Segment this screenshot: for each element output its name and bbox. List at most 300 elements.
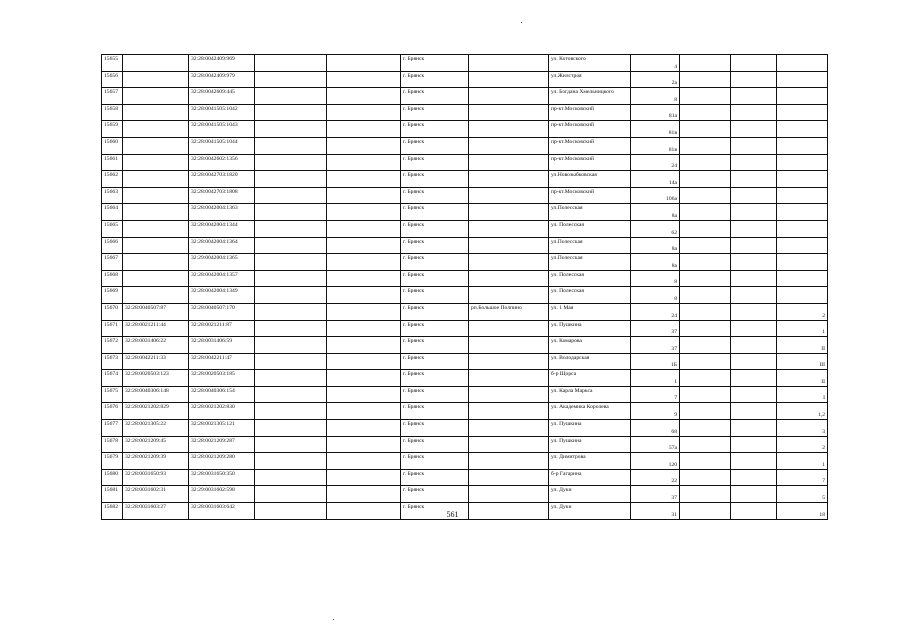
table-row xyxy=(102,303,828,320)
table-row xyxy=(102,88,828,105)
cell-house-number: 24 xyxy=(631,154,680,171)
cell-col-10 xyxy=(680,204,731,221)
cell-street: ул. Димитрова xyxy=(549,453,631,470)
cell-parent-cadastral-number: 32:28:0021211:44 xyxy=(123,320,189,337)
cell-street: пр-кт.Московский xyxy=(549,137,631,154)
cell-city: г. Брянск xyxy=(401,370,469,387)
cell-record-number: 15672 xyxy=(102,337,123,354)
cell-settlement xyxy=(469,469,549,486)
cell-street: ул.Новозыбковская xyxy=(549,171,631,188)
cell-city: г. Брянск xyxy=(401,270,469,287)
cell-street: ул. Комарова xyxy=(549,337,631,354)
cell-col-10 xyxy=(680,420,731,437)
cell-premises-number: 2 xyxy=(777,436,828,453)
cell-parent-cadastral-number: 32:28:0031603:27 xyxy=(123,503,189,520)
cell-col-11 xyxy=(731,353,777,370)
cell-col-10 xyxy=(680,287,731,304)
cell-city: г. Брянск xyxy=(401,320,469,337)
cell-settlement xyxy=(469,436,549,453)
cell-city: г. Брянск xyxy=(401,420,469,437)
cell-col-11 xyxy=(731,420,777,437)
cell-parent-cadastral-number xyxy=(123,104,189,121)
cell-col-4 xyxy=(255,486,327,503)
cell-record-number: 15664 xyxy=(102,204,123,221)
cell-cadastral-number: 32:28:0021305:121 xyxy=(189,420,255,437)
cell-col-5 xyxy=(327,386,401,403)
table-row xyxy=(102,71,828,88)
cell-record-number: 15682 xyxy=(102,503,123,520)
cell-col-10 xyxy=(680,337,731,354)
cell-col-10 xyxy=(680,88,731,105)
cell-house-number: 22 xyxy=(631,469,680,486)
cell-record-number: 15673 xyxy=(102,353,123,370)
cell-col-11 xyxy=(731,436,777,453)
cell-premises-number: 1,2 xyxy=(777,403,828,420)
cell-house-number: 57а xyxy=(631,436,680,453)
cell-street: ул. Карла Маркса xyxy=(549,386,631,403)
cell-col-4 xyxy=(255,353,327,370)
cell-col-5 xyxy=(327,121,401,138)
cell-city: г. Брянск xyxy=(401,71,469,88)
cell-house-number: 106а xyxy=(631,187,680,204)
cell-premises-number: 3 xyxy=(777,420,828,437)
cell-house-number: 120 xyxy=(631,453,680,470)
cell-cadastral-number: 32:28:0020503:185 xyxy=(189,370,255,387)
cell-record-number: 15656 xyxy=(102,71,123,88)
cell-col-11 xyxy=(731,303,777,320)
cell-col-5 xyxy=(327,370,401,387)
cell-premises-number xyxy=(777,104,828,121)
cell-parent-cadastral-number xyxy=(123,204,189,221)
cell-col-5 xyxy=(327,420,401,437)
cell-settlement xyxy=(469,187,549,204)
cell-settlement xyxy=(469,121,549,138)
cell-col-4 xyxy=(255,187,327,204)
cell-parent-cadastral-number: 32:28:0021209:45 xyxy=(123,436,189,453)
cell-col-4 xyxy=(255,386,327,403)
cell-col-11 xyxy=(731,254,777,271)
cell-col-10 xyxy=(680,121,731,138)
cell-premises-number xyxy=(777,220,828,237)
scan-speck xyxy=(333,619,334,620)
cell-cadastral-number: 32:28:0042004:1357 xyxy=(189,270,255,287)
cell-col-10 xyxy=(680,386,731,403)
cell-col-4 xyxy=(255,270,327,287)
table-row xyxy=(102,436,828,453)
cell-col-4 xyxy=(255,420,327,437)
cell-col-11 xyxy=(731,453,777,470)
cell-premises-number xyxy=(777,254,828,271)
cell-street: ул. Дуки xyxy=(549,503,631,520)
cell-parent-cadastral-number xyxy=(123,137,189,154)
cell-col-5 xyxy=(327,171,401,188)
cell-street: ул. Богдана Хмельницкого xyxy=(549,88,631,105)
table-row xyxy=(102,137,828,154)
cell-premises-number xyxy=(777,121,828,138)
cell-settlement xyxy=(469,403,549,420)
cell-premises-number: II xyxy=(777,370,828,387)
cell-house-number: 4 xyxy=(631,55,680,72)
table-row xyxy=(102,486,828,503)
cell-col-11 xyxy=(731,370,777,387)
cell-parent-cadastral-number xyxy=(123,154,189,171)
cell-col-5 xyxy=(327,287,401,304)
cell-cadastral-number: 32:28:0031603:642 xyxy=(189,503,255,520)
cell-cadastral-number: 32:29:0031602:598 xyxy=(189,486,255,503)
cell-settlement xyxy=(469,370,549,387)
cell-house-number: 37 xyxy=(631,320,680,337)
cell-city: г. Брянск xyxy=(401,353,469,370)
cell-cadastral-number: 32:28:0041505:1042 xyxy=(189,104,255,121)
cell-col-5 xyxy=(327,469,401,486)
cell-premises-number xyxy=(777,171,828,188)
cell-cadastral-number: 32:29:0042004:1365 xyxy=(189,254,255,271)
cell-col-5 xyxy=(327,187,401,204)
cell-parent-cadastral-number: 32:28:0031650:93 xyxy=(123,469,189,486)
cell-col-5 xyxy=(327,403,401,420)
cell-street: ул.Полесская xyxy=(549,204,631,221)
cell-house-number: 2а xyxy=(631,71,680,88)
cell-street: пр-кт.Московский xyxy=(549,121,631,138)
cell-parent-cadastral-number: 32:28:0021305:22 xyxy=(123,420,189,437)
table-row xyxy=(102,187,828,204)
cell-house-number: 8 xyxy=(631,88,680,105)
cell-premises-number: II xyxy=(777,337,828,354)
cell-col-10 xyxy=(680,154,731,171)
cell-house-number: 81в xyxy=(631,121,680,138)
cell-col-5 xyxy=(327,270,401,287)
cell-col-11 xyxy=(731,220,777,237)
cell-col-5 xyxy=(327,337,401,354)
cell-col-4 xyxy=(255,237,327,254)
table-row xyxy=(102,353,828,370)
cell-record-number: 15676 xyxy=(102,403,123,420)
cell-col-10 xyxy=(680,104,731,121)
cell-settlement xyxy=(469,55,549,72)
cell-cadastral-number: 32:28:0042609:445 xyxy=(189,88,255,105)
cell-col-11 xyxy=(731,204,777,221)
cell-premises-number xyxy=(777,287,828,304)
cell-col-11 xyxy=(731,187,777,204)
table-row xyxy=(102,420,828,437)
cell-cadastral-number: 32:28:0042602:1356 xyxy=(189,154,255,171)
table-row xyxy=(102,403,828,420)
cell-record-number: 15678 xyxy=(102,436,123,453)
cell-house-number: 9 xyxy=(631,403,680,420)
cell-cadastral-number: 32:28:0041505:1044 xyxy=(189,137,255,154)
cell-cadastral-number: 32:28:0021202:830 xyxy=(189,403,255,420)
cell-city: г. Брянск xyxy=(401,503,469,520)
cell-street: ул. Полесская xyxy=(549,270,631,287)
table-row xyxy=(102,55,828,72)
cell-col-4 xyxy=(255,370,327,387)
cell-col-10 xyxy=(680,187,731,204)
cell-record-number: 15660 xyxy=(102,137,123,154)
cell-parent-cadastral-number xyxy=(123,220,189,237)
cell-col-4 xyxy=(255,71,327,88)
cell-premises-number xyxy=(777,237,828,254)
cell-city: г. Брянск xyxy=(401,469,469,486)
cell-street: ул. Котовского xyxy=(549,55,631,72)
cell-record-number: 15681 xyxy=(102,486,123,503)
table-row xyxy=(102,171,828,188)
table-row xyxy=(102,204,828,221)
cell-cadastral-number: 32:28:0021209:280 xyxy=(189,453,255,470)
cell-street: б-р Щорса xyxy=(549,370,631,387)
cell-street: ул. Пушкина xyxy=(549,420,631,437)
cell-city: г. Брянск xyxy=(401,386,469,403)
cell-col-11 xyxy=(731,320,777,337)
table-row xyxy=(102,469,828,486)
cell-record-number: 15668 xyxy=(102,270,123,287)
cell-parent-cadastral-number: 32:28:0031602:31 xyxy=(123,486,189,503)
cell-house-number: 8 xyxy=(631,270,680,287)
cell-col-5 xyxy=(327,71,401,88)
cell-house-number: 14а xyxy=(631,171,680,188)
cell-col-5 xyxy=(327,486,401,503)
cell-cadastral-number: 32:28:0042409:979 xyxy=(189,71,255,88)
cell-settlement xyxy=(469,154,549,171)
cell-premises-number: I xyxy=(777,386,828,403)
cell-record-number: 15655 xyxy=(102,55,123,72)
cell-house-number: 7 xyxy=(631,386,680,403)
cell-cadastral-number: 32:28:0031406:59 xyxy=(189,337,255,354)
cell-cadastral-number: 32:28:0042703:1820 xyxy=(189,171,255,188)
cell-cadastral-number: 32:28:0042004:1364 xyxy=(189,237,255,254)
cell-col-11 xyxy=(731,337,777,354)
cell-parent-cadastral-number: 32:28:0040507:87 xyxy=(123,303,189,320)
cell-street: ул. 1 Мая xyxy=(549,303,631,320)
cell-col-5 xyxy=(327,88,401,105)
cell-parent-cadastral-number xyxy=(123,270,189,287)
table-row xyxy=(102,453,828,470)
table-row xyxy=(102,270,828,287)
cell-col-5 xyxy=(327,104,401,121)
cell-street: ул. Полесская xyxy=(549,220,631,237)
cell-settlement xyxy=(469,254,549,271)
cell-street: ул. Дуки xyxy=(549,486,631,503)
cell-city: г. Брянск xyxy=(401,287,469,304)
cell-col-10 xyxy=(680,270,731,287)
cell-city: г. Брянск xyxy=(401,55,469,72)
cell-settlement xyxy=(469,386,549,403)
cell-city: г. Брянск xyxy=(401,403,469,420)
cell-house-number: 37 xyxy=(631,486,680,503)
cell-premises-number: 5 xyxy=(777,486,828,503)
cell-house-number: 1Б xyxy=(631,353,680,370)
cell-settlement xyxy=(469,88,549,105)
cell-street: пр-кт.Московский xyxy=(549,187,631,204)
cell-col-10 xyxy=(680,453,731,470)
cell-record-number: 15657 xyxy=(102,88,123,105)
cell-street: пр-кт.Московский xyxy=(549,154,631,171)
cell-col-4 xyxy=(255,403,327,420)
cell-col-4 xyxy=(255,287,327,304)
cell-settlement xyxy=(469,337,549,354)
cell-city: г. Брянск xyxy=(401,436,469,453)
cell-premises-number xyxy=(777,137,828,154)
cell-col-4 xyxy=(255,137,327,154)
cell-street: б-р Гагарина xyxy=(549,469,631,486)
cell-col-4 xyxy=(255,453,327,470)
cell-col-10 xyxy=(680,370,731,387)
cell-parent-cadastral-number xyxy=(123,88,189,105)
cell-premises-number xyxy=(777,270,828,287)
cell-cadastral-number: 32:28:0042409:969 xyxy=(189,55,255,72)
cell-cadastral-number: 32:28:0042211:47 xyxy=(189,353,255,370)
cell-premises-number: 1 xyxy=(777,453,828,470)
cell-premises-number xyxy=(777,88,828,105)
cell-col-10 xyxy=(680,237,731,254)
cell-col-10 xyxy=(680,403,731,420)
cell-settlement xyxy=(469,420,549,437)
cell-col-10 xyxy=(680,469,731,486)
cell-parent-cadastral-number xyxy=(123,121,189,138)
cell-col-5 xyxy=(327,303,401,320)
cell-parent-cadastral-number: 32:28:0021209:39 xyxy=(123,453,189,470)
cell-city: г. Брянск xyxy=(401,171,469,188)
cell-premises-number xyxy=(777,154,828,171)
cell-col-11 xyxy=(731,386,777,403)
cell-cadastral-number: 32:28:0040306:154 xyxy=(189,386,255,403)
cell-settlement xyxy=(469,320,549,337)
page-number: 561 xyxy=(446,510,459,519)
cell-city: г. Брянск xyxy=(401,254,469,271)
cell-record-number: 15680 xyxy=(102,469,123,486)
cell-cadastral-number: 32:28:0042004:1349 xyxy=(189,287,255,304)
cell-cadastral-number: 32:28:0042004:1344 xyxy=(189,220,255,237)
cell-city: г. Брянск xyxy=(401,121,469,138)
cell-premises-number: III xyxy=(777,353,828,370)
cell-col-5 xyxy=(327,237,401,254)
cell-parent-cadastral-number xyxy=(123,71,189,88)
cell-col-10 xyxy=(680,171,731,188)
cell-parent-cadastral-number xyxy=(123,187,189,204)
cell-settlement xyxy=(469,270,549,287)
cell-col-11 xyxy=(731,88,777,105)
cell-col-11 xyxy=(731,137,777,154)
cell-col-4 xyxy=(255,154,327,171)
cell-record-number: 15662 xyxy=(102,171,123,188)
cell-parent-cadastral-number xyxy=(123,171,189,188)
cell-street: ул. Володарская xyxy=(549,353,631,370)
cell-col-10 xyxy=(680,436,731,453)
cell-street: ул. Академика Королева xyxy=(549,403,631,420)
cell-col-4 xyxy=(255,303,327,320)
cell-settlement xyxy=(469,220,549,237)
cell-col-10 xyxy=(680,137,731,154)
cell-city: г. Брянск xyxy=(401,187,469,204)
cell-cadastral-number: 32:28:0021209:287 xyxy=(189,436,255,453)
cell-house-number: 8 xyxy=(631,287,680,304)
cell-cadastral-number: 32:28:0040507:170 xyxy=(189,303,255,320)
cell-col-10 xyxy=(680,486,731,503)
cell-city: г. Брянск xyxy=(401,220,469,237)
cell-col-11 xyxy=(731,121,777,138)
cell-col-4 xyxy=(255,171,327,188)
cell-house-number: 62 xyxy=(631,220,680,237)
cell-col-4 xyxy=(255,469,327,486)
cell-premises-number xyxy=(777,71,828,88)
cell-col-5 xyxy=(327,320,401,337)
cell-house-number: 81а xyxy=(631,104,680,121)
cell-city: г. Брянск xyxy=(401,337,469,354)
cell-record-number: 15666 xyxy=(102,237,123,254)
cell-record-number: 15670 xyxy=(102,303,123,320)
cell-settlement xyxy=(469,171,549,188)
cell-parent-cadastral-number: 32:28:0021202:829 xyxy=(123,403,189,420)
cell-house-number: 68 xyxy=(631,420,680,437)
cell-col-11 xyxy=(731,486,777,503)
cell-city: г. Брянск xyxy=(401,88,469,105)
table-row xyxy=(102,287,828,304)
cell-record-number: 15667 xyxy=(102,254,123,271)
cell-col-4 xyxy=(255,104,327,121)
table-row xyxy=(102,154,828,171)
cell-col-11 xyxy=(731,237,777,254)
cell-cadastral-number: 32:28:0041505:1043 xyxy=(189,121,255,138)
cell-parent-cadastral-number xyxy=(123,55,189,72)
table-row xyxy=(102,254,828,271)
cell-house-number: 31 xyxy=(631,503,680,520)
cell-col-10 xyxy=(680,55,731,72)
table-row xyxy=(102,121,828,138)
cell-city: г. Брянск xyxy=(401,237,469,254)
cell-record-number: 15677 xyxy=(102,420,123,437)
cell-record-number: 15659 xyxy=(102,121,123,138)
cell-col-5 xyxy=(327,154,401,171)
cell-record-number: 15671 xyxy=(102,320,123,337)
cell-col-5 xyxy=(327,55,401,72)
cell-col-11 xyxy=(731,469,777,486)
cell-col-5 xyxy=(327,436,401,453)
table-row xyxy=(102,220,828,237)
register-table-body xyxy=(102,55,828,520)
cell-parent-cadastral-number: 32:28:0042211:33 xyxy=(123,353,189,370)
cell-col-11 xyxy=(731,55,777,72)
table-row xyxy=(102,370,828,387)
cell-col-4 xyxy=(255,121,327,138)
cell-settlement: рп.Большое Полпино xyxy=(469,303,549,320)
cell-parent-cadastral-number xyxy=(123,237,189,254)
cell-col-5 xyxy=(327,453,401,470)
cell-city: г. Брянск xyxy=(401,303,469,320)
cell-record-number: 15663 xyxy=(102,187,123,204)
cell-col-10 xyxy=(680,254,731,271)
cell-col-4 xyxy=(255,55,327,72)
cell-settlement xyxy=(469,453,549,470)
cell-premises-number xyxy=(777,204,828,221)
cell-parent-cadastral-number xyxy=(123,254,189,271)
cell-street: ул.Полесская xyxy=(549,254,631,271)
cell-col-10 xyxy=(680,303,731,320)
cell-settlement xyxy=(469,353,549,370)
cell-col-5 xyxy=(327,204,401,221)
cell-col-4 xyxy=(255,436,327,453)
cell-house-number: 81в xyxy=(631,137,680,154)
cell-col-11 xyxy=(731,171,777,188)
cell-settlement xyxy=(469,237,549,254)
cell-col-5 xyxy=(327,220,401,237)
cell-house-number: 8а xyxy=(631,254,680,271)
cell-street: ул. Пушкина xyxy=(549,436,631,453)
cell-col-4 xyxy=(255,254,327,271)
cell-premises-number: 7 xyxy=(777,469,828,486)
cell-col-11 xyxy=(731,71,777,88)
cell-city: г. Брянск xyxy=(401,204,469,221)
cell-record-number: 15658 xyxy=(102,104,123,121)
table-row xyxy=(102,104,828,121)
